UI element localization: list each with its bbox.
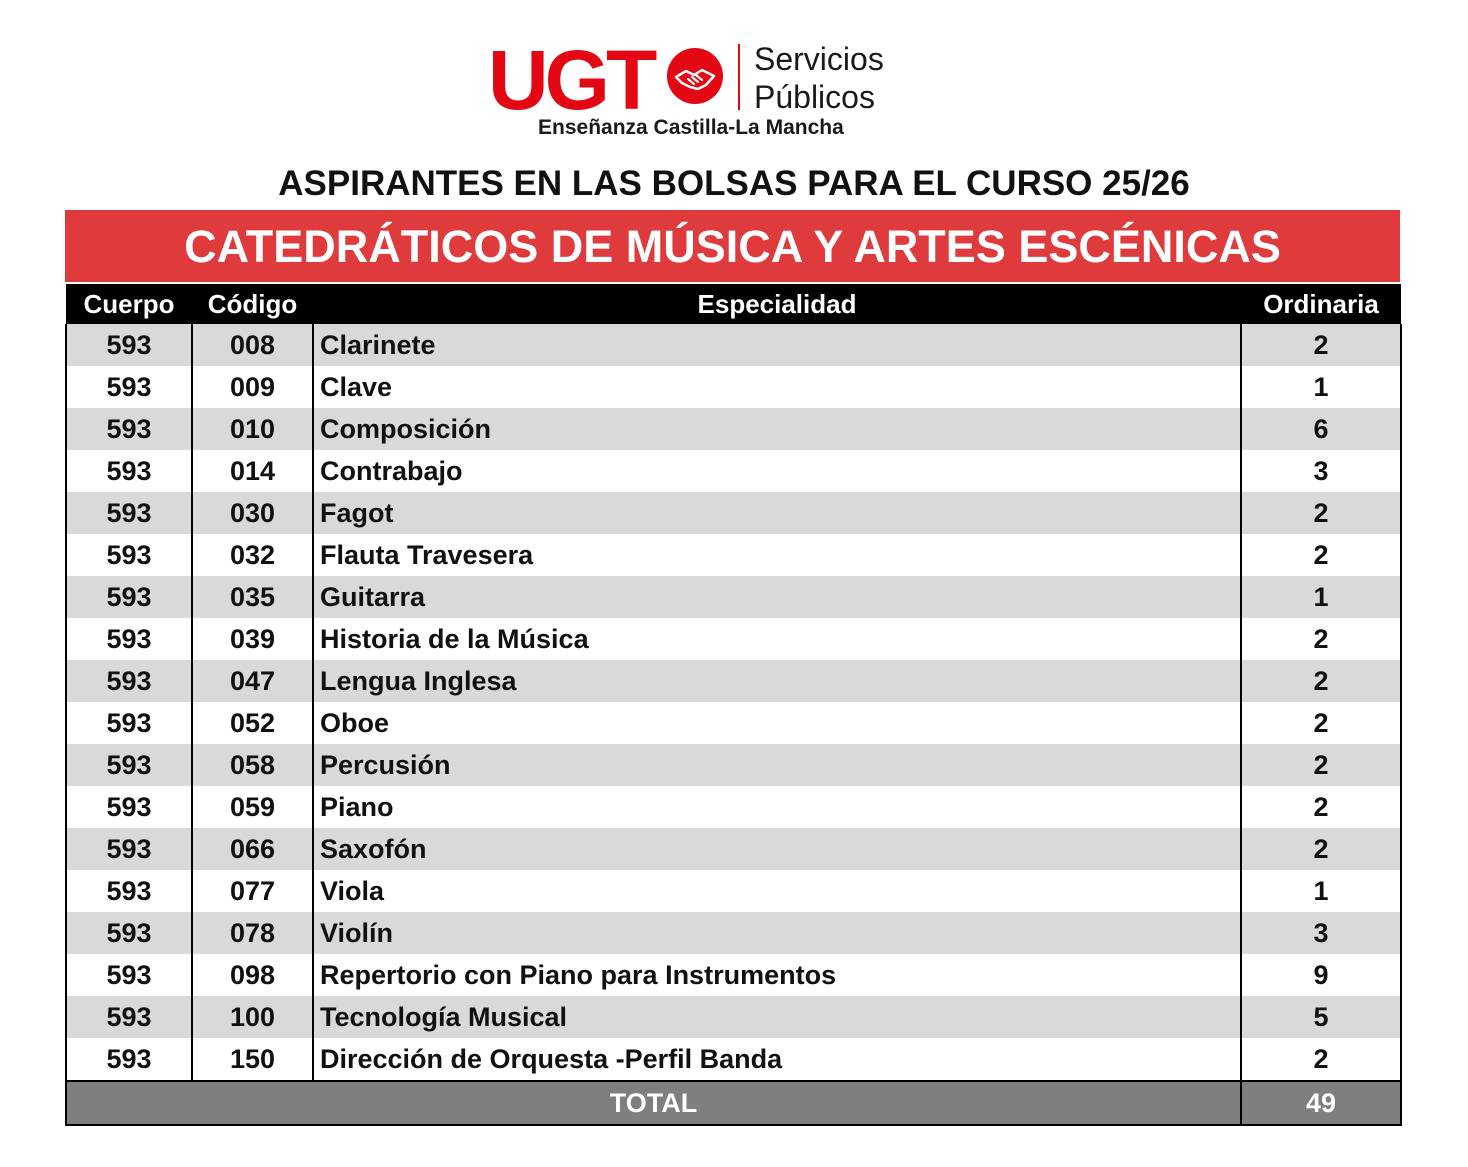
logo-brand: UGT (488, 33, 654, 127)
logo-subtitle: Enseñanza Castilla-La Mancha (538, 116, 844, 139)
logo-separator (738, 44, 740, 110)
table-row (66, 324, 1401, 366)
cell-especialidad: Clave (313, 366, 1241, 408)
cell-codigo: 098 (192, 954, 313, 996)
table-row (66, 912, 1401, 954)
cell-cuerpo: 593 (66, 912, 192, 954)
cell-codigo: 078 (192, 912, 313, 954)
cell-especialidad: Violín (313, 912, 1241, 954)
cell-codigo: 150 (192, 1038, 313, 1081)
cell-ordinaria: 3 (1241, 912, 1401, 954)
logo-line-1: Servicios (754, 41, 884, 77)
cell-cuerpo: 593 (66, 492, 192, 534)
cell-codigo: 010 (192, 408, 313, 450)
cell-ordinaria: 5 (1241, 996, 1401, 1038)
logo-line-2: Públicos (754, 79, 875, 115)
total-value: 49 (1241, 1081, 1401, 1125)
cell-cuerpo: 593 (66, 324, 192, 366)
cell-especialidad: Composición (313, 408, 1241, 450)
table-row (66, 618, 1401, 660)
cell-codigo: 058 (192, 744, 313, 786)
table-row (66, 408, 1401, 450)
cell-cuerpo: 593 (66, 786, 192, 828)
cell-especialidad: Viola (313, 870, 1241, 912)
cell-ordinaria: 6 (1241, 408, 1401, 450)
cell-codigo: 039 (192, 618, 313, 660)
cell-especialidad: Saxofón (313, 828, 1241, 870)
cell-especialidad: Guitarra (313, 576, 1241, 618)
cell-ordinaria: 2 (1241, 618, 1401, 660)
cell-cuerpo: 593 (66, 828, 192, 870)
table-row (66, 534, 1401, 576)
cell-codigo: 066 (192, 828, 313, 870)
cell-cuerpo: 593 (66, 660, 192, 702)
cell-ordinaria: 2 (1241, 702, 1401, 744)
cell-especialidad: Lengua Inglesa (313, 660, 1241, 702)
cell-codigo: 100 (192, 996, 313, 1038)
cell-codigo: 009 (192, 366, 313, 408)
cell-cuerpo: 593 (66, 870, 192, 912)
cell-ordinaria: 1 (1241, 870, 1401, 912)
table-row (66, 786, 1401, 828)
cell-cuerpo: 593 (66, 702, 192, 744)
page-title: ASPIRANTES EN LAS BOLSAS PARA EL CURSO 25/26 (278, 164, 1190, 203)
cell-cuerpo: 593 (66, 996, 192, 1038)
cell-especialidad: Flauta Travesera (313, 534, 1241, 576)
cell-codigo: 077 (192, 870, 313, 912)
cell-codigo: 059 (192, 786, 313, 828)
header-codigo: Código (192, 284, 313, 324)
cell-cuerpo: 593 (66, 618, 192, 660)
cell-especialidad: Contrabajo (313, 450, 1241, 492)
cell-codigo: 014 (192, 450, 313, 492)
table-row (66, 660, 1401, 702)
table-row (66, 744, 1401, 786)
table-header-row (66, 284, 1401, 324)
cell-ordinaria: 2 (1241, 660, 1401, 702)
cell-ordinaria: 1 (1241, 366, 1401, 408)
cell-cuerpo: 593 (66, 1038, 192, 1081)
section-banner: CATEDRÁTICOS DE MÚSICA Y ARTES ESCÉNICAS (65, 210, 1400, 282)
table-row (66, 450, 1401, 492)
cell-cuerpo: 593 (66, 534, 192, 576)
cell-codigo: 052 (192, 702, 313, 744)
cell-cuerpo: 593 (66, 408, 192, 450)
cell-codigo: 008 (192, 324, 313, 366)
cell-especialidad: Historia de la Música (313, 618, 1241, 660)
cell-especialidad: Tecnología Musical (313, 996, 1241, 1038)
ugt-logo (488, 33, 918, 142)
cell-especialidad: Oboe (313, 702, 1241, 744)
cell-ordinaria: 9 (1241, 954, 1401, 996)
table-row (66, 870, 1401, 912)
cell-ordinaria: 2 (1241, 324, 1401, 366)
header-especialidad: Especialidad (313, 284, 1241, 324)
cell-codigo: 030 (192, 492, 313, 534)
cell-especialidad: Percusión (313, 744, 1241, 786)
handshake-icon (666, 47, 724, 105)
cell-cuerpo: 593 (66, 366, 192, 408)
table-row (66, 492, 1401, 534)
cell-ordinaria: 2 (1241, 492, 1401, 534)
logo-text (754, 40, 884, 116)
cell-cuerpo: 593 (66, 450, 192, 492)
cell-ordinaria: 2 (1241, 1038, 1401, 1081)
total-label: TOTAL (66, 1081, 1241, 1125)
table-row (66, 702, 1401, 744)
cell-especialidad: Fagot (313, 492, 1241, 534)
table-row (66, 954, 1401, 996)
cell-codigo: 032 (192, 534, 313, 576)
total-row (66, 1081, 1401, 1125)
header-cuerpo: Cuerpo (66, 284, 192, 324)
cell-especialidad: Repertorio con Piano para Instrumentos (313, 954, 1241, 996)
table-row (66, 576, 1401, 618)
cell-cuerpo: 593 (66, 744, 192, 786)
cell-cuerpo: 593 (66, 954, 192, 996)
table-row (66, 1038, 1401, 1081)
cell-cuerpo: 593 (66, 576, 192, 618)
cell-codigo: 035 (192, 576, 313, 618)
cell-ordinaria: 2 (1241, 534, 1401, 576)
cell-ordinaria: 2 (1241, 786, 1401, 828)
table-row (66, 996, 1401, 1038)
table-row (66, 366, 1401, 408)
table-body (66, 324, 1401, 1081)
cell-especialidad: Dirección de Orquesta -Perfil Banda (313, 1038, 1241, 1081)
cell-ordinaria: 3 (1241, 450, 1401, 492)
candidates-table (65, 284, 1402, 1126)
cell-especialidad: Piano (313, 786, 1241, 828)
header-ordinaria: Ordinaria (1241, 284, 1401, 324)
cell-especialidad: Clarinete (313, 324, 1241, 366)
table-row (66, 828, 1401, 870)
cell-ordinaria: 2 (1241, 744, 1401, 786)
cell-codigo: 047 (192, 660, 313, 702)
cell-ordinaria: 1 (1241, 576, 1401, 618)
cell-ordinaria: 2 (1241, 828, 1401, 870)
